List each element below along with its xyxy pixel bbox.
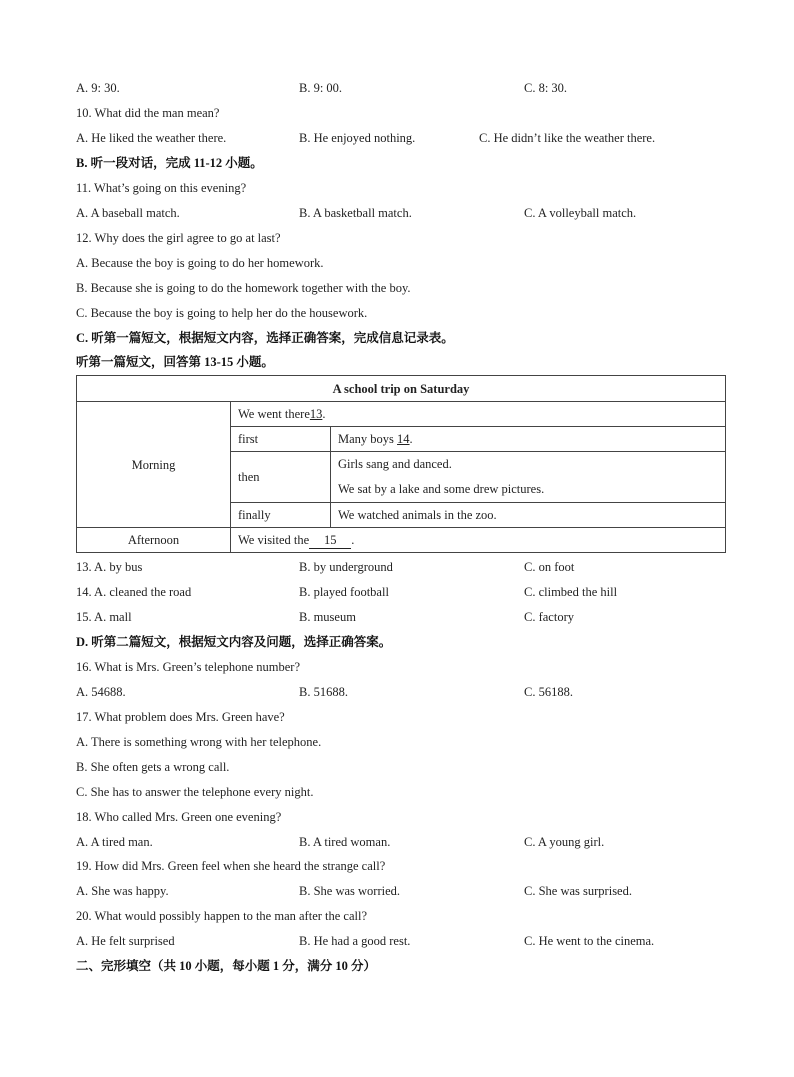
q20-option-c: C. He went to the cinema. bbox=[524, 934, 655, 948]
q11-option-a: A. A baseball match. bbox=[76, 206, 180, 220]
school-trip-table bbox=[76, 375, 726, 553]
then-label: then bbox=[231, 452, 331, 503]
table-title: A school trip on Saturday bbox=[77, 376, 726, 402]
q19-option-b: B. She was worried. bbox=[299, 884, 401, 898]
q12-question: 12. Why does the girl agree to go at last? bbox=[76, 231, 281, 245]
blank-14: 14 bbox=[397, 432, 410, 446]
q20-option-b: B. He had a good rest. bbox=[299, 934, 411, 948]
q10-option-b: B. He enjoyed nothing. bbox=[299, 131, 416, 145]
first-cell bbox=[331, 427, 726, 452]
q9-option-c: C. 8: 30. bbox=[524, 81, 568, 95]
q15-option-a: 15. A. mall bbox=[76, 610, 132, 624]
section-c-subheading: 听第一篇短文，回答第 13-15 小题。 bbox=[76, 355, 274, 369]
q10-option-a: A. He liked the weather there. bbox=[76, 131, 227, 145]
q12-option-b: B. Because she is going to do the homework together with the boy. bbox=[76, 281, 411, 295]
then-line-1: Girls sang and danced. bbox=[338, 457, 452, 471]
q11-option-b: B. A basketball match. bbox=[299, 206, 412, 220]
finally-cell: We watched animals in the zoo. bbox=[331, 503, 726, 528]
then-cell bbox=[331, 452, 726, 503]
q13-option-b: B. by underground bbox=[299, 560, 393, 574]
q19-option-c: C. She was surprised. bbox=[524, 884, 632, 898]
q10-question: 10. What did the man mean? bbox=[76, 106, 220, 120]
afternoon-label: Afternoon bbox=[77, 528, 231, 553]
q14-option-c: C. climbed the hill bbox=[524, 585, 618, 599]
then-line-2: We sat by a lake and some drew pictures. bbox=[338, 482, 545, 496]
section-b-heading: B. 听一段对话，完成 11-12 小题。 bbox=[76, 156, 263, 170]
q11-question: 11. What’s going on this evening? bbox=[76, 181, 247, 195]
q16-option-b: B. 51688. bbox=[299, 685, 348, 699]
q18-option-b: B. A tired woman. bbox=[299, 835, 391, 849]
q16-option-a: A. 54688. bbox=[76, 685, 126, 699]
first-prefix: Many boys bbox=[338, 432, 398, 446]
q10-option-c: C. He didn’t like the weather there. bbox=[479, 131, 656, 145]
first-suffix: . bbox=[409, 432, 413, 446]
q19-option-a: A. She was happy. bbox=[76, 884, 169, 898]
q15-option-b: B. museum bbox=[299, 610, 356, 624]
part-two-heading: 二、完形填空（共 10 小题，每小题 1 分，满分 10 分） bbox=[76, 959, 377, 973]
went-there-cell bbox=[231, 402, 726, 427]
q20-option-a: A. He felt surprised bbox=[76, 934, 175, 948]
afternoon-prefix: We visited the bbox=[238, 533, 310, 547]
afternoon-suffix: . bbox=[351, 533, 355, 547]
q17-option-a: A. There is something wrong with her telephone. bbox=[76, 735, 322, 749]
q12-option-c: C. Because the boy is going to help her do the housework. bbox=[76, 306, 368, 320]
q14-option-a: 14. A. cleaned the road bbox=[76, 585, 192, 599]
morning-label: Morning bbox=[77, 402, 231, 528]
q9-option-b: B. 9: 00. bbox=[299, 81, 343, 95]
blank-13: 13 bbox=[309, 407, 323, 421]
q20-question: 20. What would possibly happen to the man after the call? bbox=[76, 909, 368, 923]
first-label: first bbox=[231, 427, 331, 452]
q11-option-c: C. A volleyball match. bbox=[524, 206, 637, 220]
q17-option-c: C. She has to answer the telephone every night. bbox=[76, 785, 314, 799]
q14-option-b: B. played football bbox=[299, 585, 389, 599]
went-suffix: . bbox=[322, 407, 326, 421]
q16-option-c: C. 56188. bbox=[524, 685, 573, 699]
q18-option-a: A. A tired man. bbox=[76, 835, 153, 849]
q19-question: 19. How did Mrs. Green feel when she heard the strange call? bbox=[76, 859, 386, 873]
section-c-heading: C. 听第一篇短文，根据短文内容，选择正确答案，完成信息记录表。 bbox=[76, 331, 454, 345]
q15-option-c: C. factory bbox=[524, 610, 574, 624]
q13-option-a: 13. A. by bus bbox=[76, 560, 143, 574]
q17-option-b: B. She often gets a wrong call. bbox=[76, 760, 230, 774]
q18-option-c: C. A young girl. bbox=[524, 835, 605, 849]
q17-question: 17. What problem does Mrs. Green have? bbox=[76, 710, 285, 724]
went-prefix: We went there bbox=[238, 407, 310, 421]
section-d-heading: D. 听第二篇短文，根据短文内容及问题，选择正确答案。 bbox=[76, 635, 392, 649]
finally-label: finally bbox=[231, 503, 331, 528]
afternoon-cell bbox=[231, 528, 726, 553]
q9-option-a: A. 9: 30. bbox=[76, 81, 120, 95]
q18-question: 18. Who called Mrs. Green one evening? bbox=[76, 810, 282, 824]
q13-option-c: C. on foot bbox=[524, 560, 575, 574]
q12-option-a: A. Because the boy is going to do her homework. bbox=[76, 256, 324, 270]
q16-question: 16. What is Mrs. Green’s telephone number? bbox=[76, 660, 301, 674]
blank-15: 15 bbox=[309, 532, 351, 549]
